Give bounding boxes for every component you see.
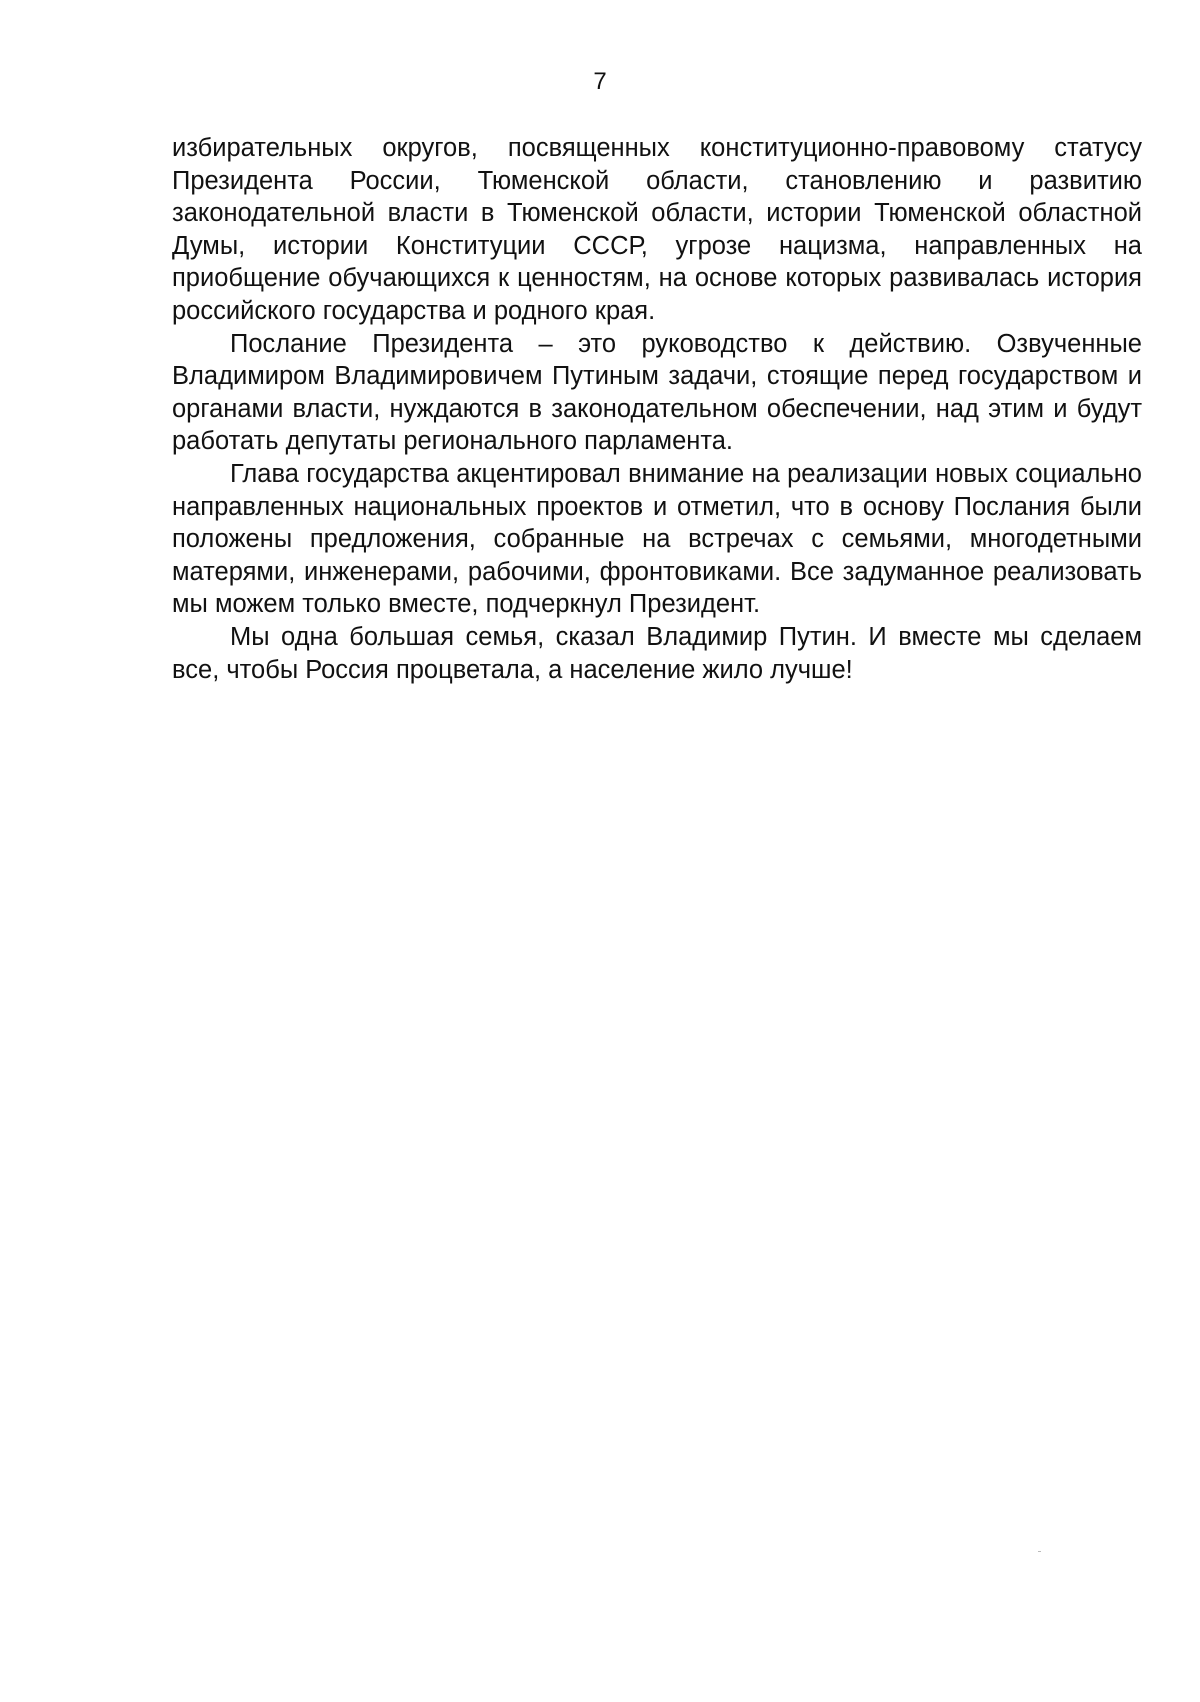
document-body [172,132,1142,686]
paragraph-presidential-address: Послание Президента – это руководство к действию. Озвученные Владимиром Владимировичем Путиным задачи, стоящие перед государством и органами власти, нуждаются в законодательном обеспечении, над этим и будут работать депутаты регионального парламента. [172,329,1142,456]
paragraph-national-projects: Глава государства акцентировал внимание на реализации новых социально направленных национальных проектов и отметил, что в основу Послания были положены предложения, собранные на встречах с семьями, многодетными матерями, инженерами, рабочими, фронтовиками. Все задуманное реализовать мы можем только вместе, подчеркнул Президент. [172,459,1142,619]
paragraph-one-big-family: Мы одна большая семья, сказал Владимир Путин. И вместе мы сделаем все, чтобы Россия процветала, а население жило лучше! [172,622,1142,684]
scan-speck [1038,1551,1041,1552]
page-number: 7 [593,68,607,95]
paragraph-continued: избирательных округов, посвященных конституционно-правовому статусу Президента России, Тюменской области, становлению и развитию законодательной власти в Тюменской области, истории Тюменской областной Думы, истории Конституции СССР, угрозе нацизма, направленных на приобщение обучающихся к ценностям, на основе которых развивалась история российского государства и родного края. [172,134,1142,325]
